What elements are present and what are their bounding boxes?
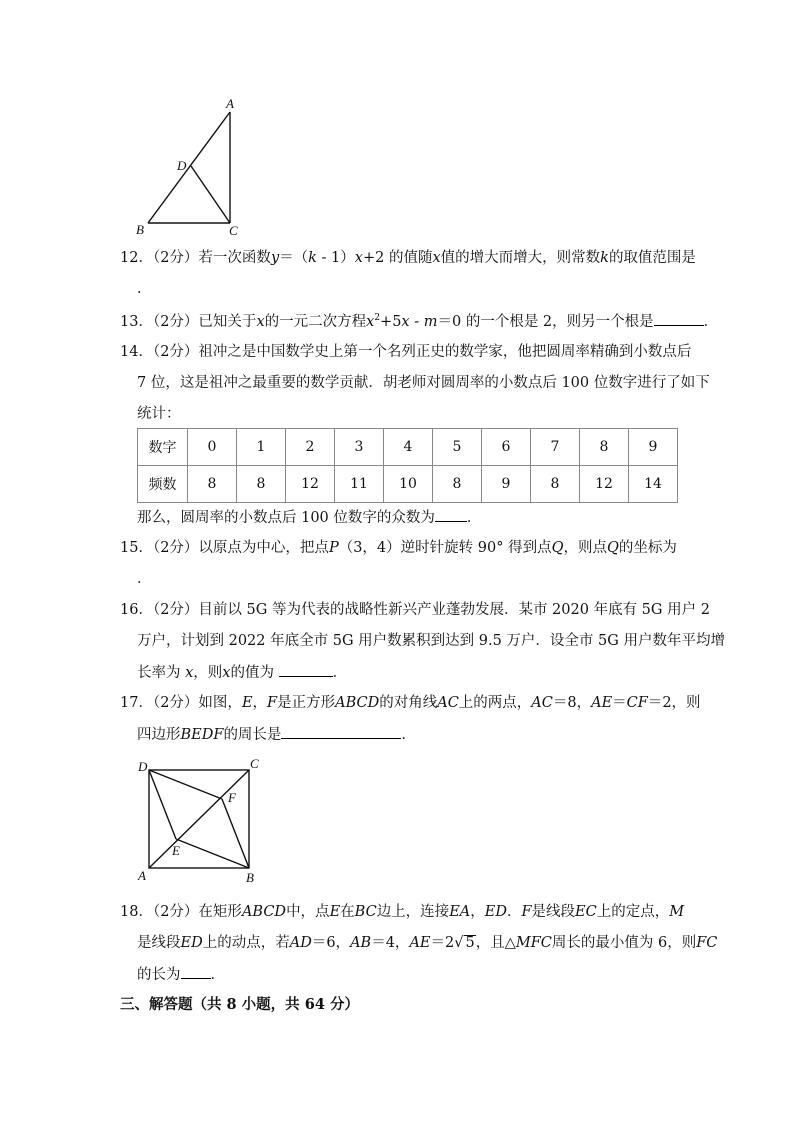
label-f: F (228, 790, 236, 805)
table-cell: 9 (629, 429, 678, 466)
question-16-line1: 16．（2分）目前以 5G 等为代表的战略性新兴产业蓬勃发展．某市 2020 年底有 5G 用户 2 (120, 602, 710, 618)
answer-blank[interactable] (435, 507, 467, 522)
segment-de (149, 770, 176, 839)
table-cell: 8 (531, 466, 580, 503)
table-cell: 8 (237, 466, 286, 503)
label-a: A (226, 96, 234, 111)
table-row-digits (138, 429, 678, 466)
table-cell: 1 (237, 429, 286, 466)
table-cell: 11 (335, 466, 384, 503)
table-cell: 14 (629, 466, 678, 503)
question-16-line2: 万户，计划到 2022 年底全市 5G 用户数累积到达到 9.5 万户．设全市 5G 用户数年平均增 (137, 633, 725, 649)
table-cell: 7 (531, 429, 580, 466)
table-cell: 8 (188, 466, 237, 503)
sqrt-symbol: √ (454, 935, 464, 951)
answer-blank[interactable] (654, 311, 704, 326)
question-15: 15．（2分）以原点为中心，把点P（3，4）逆时针旋转 90° 得到点Q，则点Q的坐标为 (120, 540, 677, 556)
label-c: C (250, 756, 259, 771)
answer-blank[interactable] (281, 724, 401, 739)
label-b: B (136, 222, 144, 237)
question-12: 12．（2分）若一次函数y＝（k - 1）x+2 的值随x值的增大而增大，则常数k的取值范围是 (120, 250, 696, 266)
segment-dc (191, 166, 230, 223)
answer-blank[interactable] (279, 662, 333, 677)
segment-fb (222, 799, 249, 868)
row-header-digits: 数字 (138, 429, 188, 466)
answer-blank[interactable] (181, 964, 211, 979)
table-cell: 12 (580, 466, 629, 503)
row-header-frequency: 频数 (138, 466, 188, 503)
segment-ab (148, 112, 230, 223)
sqrt-radicand: 5 (465, 935, 475, 951)
label-c: C (229, 223, 238, 238)
label-d: D (177, 158, 187, 173)
question-14-line1: 14．（2分）祖冲之是中国数学史上第一个名列正史的数学家，他把圆周率精确到小数点后 (120, 344, 692, 360)
question-18-line2: 是线段ED上的动点，若AD＝6，AB＝4，AE＝2√ 5，且△MFC周长的最小值为 6，则FC (137, 935, 718, 951)
table-cell: 2 (286, 429, 335, 466)
table-cell: 4 (384, 429, 433, 466)
label-a: A (138, 868, 146, 883)
question-14-line2: 7 位，这是祖冲之最重要的数学贡献．胡老师对圆周率的小数点后 100 位数字进行了如下 (137, 375, 710, 391)
question-15-end: ． (137, 571, 152, 587)
table-cell: 8 (580, 429, 629, 466)
table-cell: 5 (433, 429, 482, 466)
triangle-figure (130, 92, 260, 242)
section-3-heading: 三、解答题（共 8 小题，共 64 分） (120, 996, 359, 1013)
table-cell: 3 (335, 429, 384, 466)
question-12-end: ． (137, 281, 152, 297)
question-14-line4: 那么，圆周率的小数点后 100 位数字的众数为 ． (137, 507, 481, 528)
diagonal-ac (149, 770, 249, 868)
frequency-table (137, 428, 678, 503)
table-row-frequencies (138, 466, 678, 503)
question-16-line3: 长率为 x，则x的值为 ． (137, 662, 347, 683)
segment-eb (176, 839, 249, 868)
label-e: E (172, 843, 180, 858)
label-d: D (138, 759, 148, 774)
table-cell: 10 (384, 466, 433, 503)
label-b: B (246, 870, 254, 885)
table-cell: 6 (482, 429, 531, 466)
table-cell: 9 (482, 466, 531, 503)
square-figure (130, 752, 270, 887)
question-13: 13．（2分）已知关于x的一元二次方程$x^2+5x - m=0$ 的一个根是 2，则另一个根是 ． (120, 311, 718, 332)
question-18-line3: 的长为 ． (137, 964, 225, 985)
question-18: 18．（2分）在矩形ABCD中，点E在BC边上，连接EA，ED．F是线段EC上的定点，M (120, 904, 685, 920)
table-cell: 0 (188, 429, 237, 466)
question-17-line2: 四边形BEDF的周长是 ． (137, 724, 416, 745)
question-17: 17．（2分）如图，E，F是正方形ABCD的对角线AC上的两点，AC＝8，AE＝CF＝2，则 (120, 695, 701, 711)
table-cell: 12 (286, 466, 335, 503)
table-cell: 8 (433, 466, 482, 503)
question-14-line3: 统计： (137, 406, 181, 422)
segment-df (149, 770, 222, 799)
